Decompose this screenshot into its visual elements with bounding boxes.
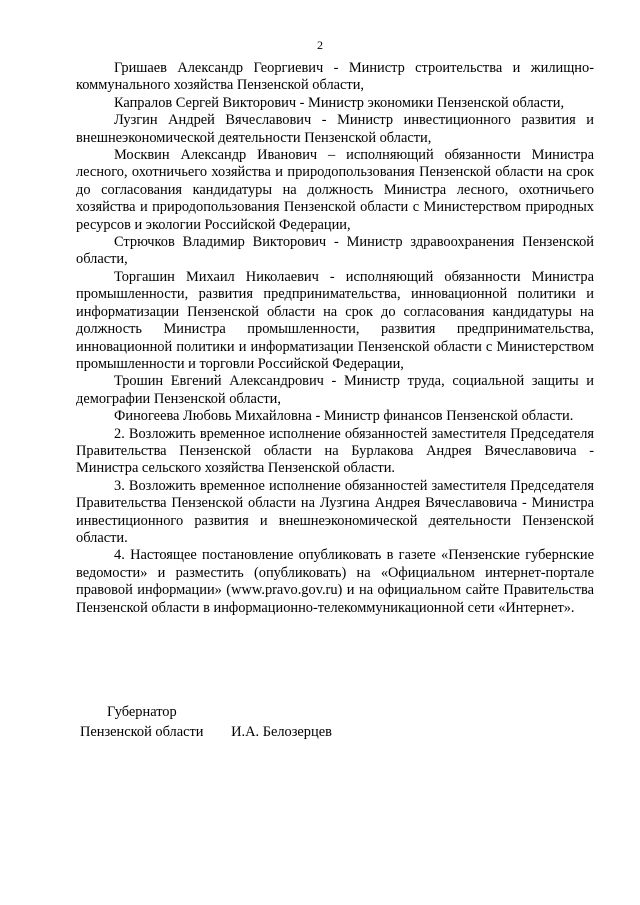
paragraph-finogeeva: Финогеева Любовь Михайловна - Министр финансов Пензенской области.	[114, 408, 574, 425]
paragraph-item-4: 4. Настоящее постановление опубликовать в газете «Пензенские губернские ведомости» и разместить (опубликовать) на «Официальном интернет-портале правовой информации» (www.pravo.gov.ru) и на официальном сайте Правительства Пензенской области в информационно-телекоммуникационной сети «Интернет».	[76, 547, 594, 616]
signature-block	[80, 702, 332, 742]
paragraph-troshin: Трошин Евгений Александрович - Министр труда, социальной защиты и демографии Пензенской области,	[76, 373, 594, 407]
paragraph-item-2: 2. Возложить временное исполнение обязанностей заместителя Председателя Правительства Пензенской области на Бурлакова Андрея Вячеславовича - Министра сельского хозяйства Пензенской области.	[76, 425, 594, 477]
paragraph-kapralov: Капралов Сергей Викторович - Министр экономики Пензенской области,	[114, 94, 565, 111]
document-body	[76, 60, 594, 617]
paragraph-luzgin: Лузгин Андрей Вячеславович - Министр инвестиционного развития и внешнеэкономической деятельности Пензенской области,	[76, 112, 594, 146]
signature-title-line1: Губернатор	[107, 704, 177, 720]
page-number: 2	[317, 38, 323, 52]
signature-line2	[80, 722, 332, 742]
paragraph-item-3: 3. Возложить временное исполнение обязанностей заместителя Председателя Правительства Пензенской области на Лузгина Андрея Вячеславовича - Министра инвестиционного развития и внешнеэкономической деятельности Пензенской области.	[76, 477, 594, 546]
signature-title-line2: Пензенской области	[80, 724, 204, 740]
signatory-name: И.А. Белозерцев	[231, 724, 332, 740]
paragraph-moskvin: Москвин Александр Иванович – исполняющий обязанности Министра лесного, охотничьего хозяйства и природопользования Пензенской области на срок до согласования кандидатуры на должность Министра лесного, охотничьего хозяйства и природопользования Пензенской области с Министерством природных ресурсов и экологии Российской Федерации,	[76, 147, 594, 233]
paragraph-grishaev: Гришаев Александр Георгиевич - Министр строительства и жилищно-коммунального хозяйства Пензенской области,	[76, 60, 594, 94]
paragraph-torgashin: Торгашин Михаил Николаевич - исполняющий обязанности Министра промышленности, развития предпринимательства, инновационной политики и информатизации Пензенской области на срок до согласования кандидатуры на должность Министра промышленности, развития предпринимательства, инновационной политики и информатизации Пензенской области с Министерством промышленности и торговли Российской Федерации,	[76, 268, 594, 372]
paragraph-stryuchkov: Стрючков Владимир Викторович - Министр здравоохранения Пензенской области,	[76, 234, 594, 268]
